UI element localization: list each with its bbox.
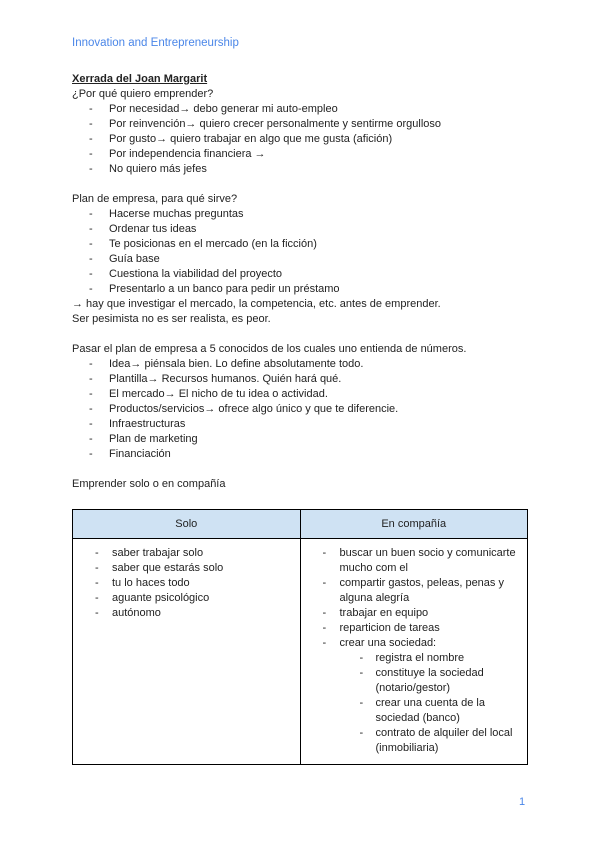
- list-item: - Hacerse muchas preguntas: [72, 207, 542, 222]
- section-plan-question: Plan de empresa, para qué sirve?: [72, 193, 238, 205]
- list-item: - El mercado→ El nicho de tu idea o actividad.: [72, 387, 542, 402]
- list-item: - Cuestiona la viabilidad del proyecto: [72, 267, 542, 282]
- comparison-table: [72, 509, 528, 765]
- plan-list: [72, 207, 542, 297]
- list-item: - tu lo haces todo: [81, 576, 290, 591]
- solo-cell: [73, 539, 301, 765]
- list-item: - aguante psicológico: [81, 591, 290, 606]
- list-item: - Productos/servicios→ ofrece algo único y que te diferencie.: [72, 402, 542, 417]
- sub-list-item: - constituye la sociedad (notario/gestor): [340, 666, 518, 696]
- list-item: - compartir gastos, peleas, penas y alguna alegría: [309, 576, 518, 606]
- section-plan-intro: Pasar el plan de empresa a 5 conocidos de los cuales uno entienda de números.: [72, 343, 467, 355]
- plan-note-research: → hay que investigar el mercado, la competencia, etc. antes de emprender.: [72, 298, 441, 310]
- page-number: 1: [519, 796, 526, 808]
- column-header-compania: En compañía: [300, 510, 528, 539]
- list-item: - Infraestructuras: [72, 417, 542, 432]
- list-item: - Por necesidad→ debo generar mi auto-empleo: [72, 102, 542, 117]
- list-item: - Plantilla→ Recursos humanos. Quién hará qué.: [72, 372, 542, 387]
- list-item: - Por reinvención→ quiero crecer personalmente y sentirme orgulloso: [72, 117, 542, 132]
- column-header-solo: Solo: [73, 510, 301, 539]
- section-why-question: ¿Por qué quiero emprender?: [72, 88, 214, 100]
- list-item: - Por gusto→ quiero trabajar en algo que me gusta (afición): [72, 132, 542, 147]
- list-item: - buscar un buen socio y comunicarte mucho com el: [309, 546, 518, 576]
- plan-note-pessimism: Ser pesimista no es ser realista, es peor.: [72, 313, 271, 325]
- list-item: - saber que estarás solo: [81, 561, 290, 576]
- sub-list-item: - contrato de alquiler del local (inmobiliaria): [340, 726, 518, 756]
- list-item: - trabajar en equipo: [309, 606, 518, 621]
- compania-cell: [300, 539, 528, 765]
- section-solo-heading: Emprender solo o en compañía: [72, 478, 226, 490]
- why-list: [72, 102, 542, 177]
- compania-list: [309, 546, 518, 756]
- list-item: - autónomo: [81, 606, 290, 621]
- list-item: - saber trabajar solo: [81, 546, 290, 561]
- list-item: - Idea→ piénsala bien. Lo define absolutamente todo.: [72, 357, 542, 372]
- table-header-row: [73, 510, 528, 539]
- list-item: - Por independencia financiera →: [72, 147, 542, 162]
- solo-list: [81, 546, 290, 621]
- list-item-sociedad: [309, 636, 518, 756]
- document-body: [72, 72, 542, 492]
- list-item: - No quiero más jefes: [72, 162, 542, 177]
- list-item: - Te posicionas en el mercado (en la ficción): [72, 237, 542, 252]
- page-title: Xerrada del Joan Margarit: [72, 73, 208, 85]
- page-header: Innovation and Entrepreneurship: [72, 37, 239, 49]
- sub-list-item: - registra el nombre: [340, 651, 518, 666]
- list-item: - Ordenar tus ideas: [72, 222, 542, 237]
- list-item: - Guía base: [72, 252, 542, 267]
- list-item: - Presentarlo a un banco para pedir un préstamo: [72, 282, 542, 297]
- list-item-label: crear una sociedad:: [339, 637, 437, 649]
- sub-list-item: - crear una cuenta de la sociedad (banco): [340, 696, 518, 726]
- list-item: - Financiación: [72, 447, 542, 462]
- plan-elements-list: [72, 357, 542, 462]
- list-item: - Plan de marketing: [72, 432, 542, 447]
- table-row: [73, 539, 528, 765]
- sociedad-sublist: [340, 651, 518, 756]
- list-item: - reparticion de tareas: [309, 621, 518, 636]
